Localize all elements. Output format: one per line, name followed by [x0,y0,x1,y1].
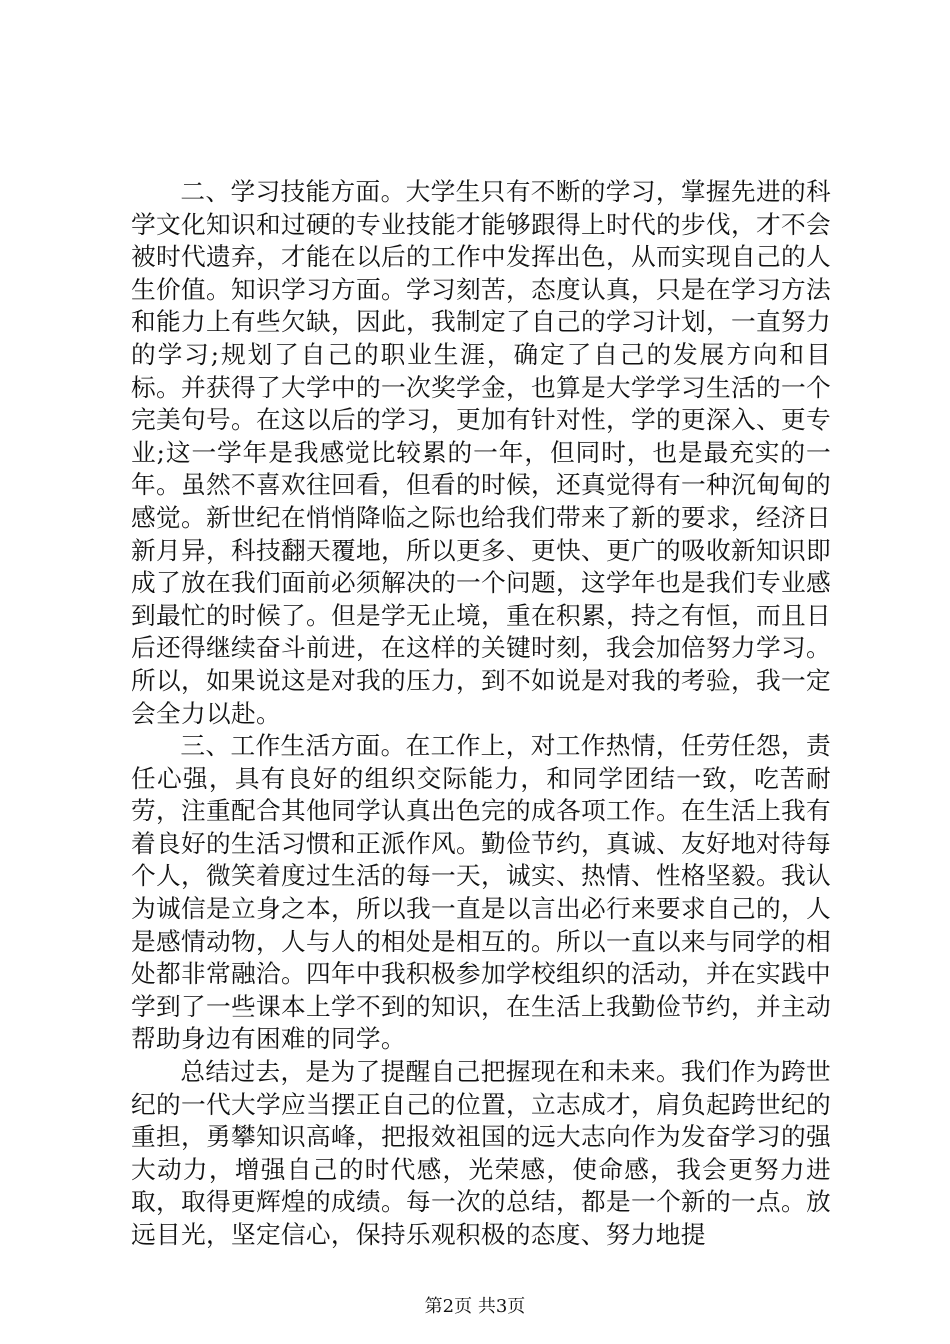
paragraph-summary: 总结过去，是为了提醒自己把握现在和未来。我们作为跨世纪的一代大学应当摆正自己的位置，立志成才，肩负起跨世纪的重担，勇攀知识高峰，把报效祖国的远大志向作为发奋学习的强大动力，增强自己的时代感，光荣感，使命感，我会更努力进取，取得更辉煌的成绩。每一次的总结，都是一个新的一点。放远目光，坚定信心，保持乐观积极的态度、努力地提 [131,1057,831,1249]
page-footer: 第2页 共3页 [424,1296,526,1317]
paragraph-study-skills: 二、学习技能方面。大学生只有不断的学习，掌握先进的科学文化知识和过硬的专业技能才能够跟得上时代的步伐，才不会被时代遗弃，才能在以后的工作中发挥出色，从而实现自己的人生价值。知识学习方面。学习刻苦，态度认真，只是在学习方法和能力上有些欠缺，因此，我制定了自己的学习计划，一直努力的学习;规划了自己的职业生涯，确定了自己的发展方向和目标。并获得了大学中的一次奖学金，也算是大学学习生活的一个完美句号。在这以后的学习，更加有针对性，学的更深入、更专业;这一学年是我感觉比较累的一年，但同时，也是最充实的一年。虽然不喜欢往回看，但看的时候，还真觉得有一种沉甸甸的感觉。新世纪在悄悄降临之际也给我们带来了新的要求，经济日新月异，科技翻天覆地，所以更多、更快、更广的吸收新知识即成了放在我们面前必须解决的一个问题，这学年也是我们专业感到最忙的时候了。但是学无止境，重在积累，持之有恒，而且日后还得继续奋斗前进，在这样的关键时刻，我会加倍努力学习。所以，如果说这是对我的压力，到不如说是对我的考验，我一定会全力以赴。 [131,177,831,728]
paragraph-work-life: 三、工作生活方面。在工作上，对工作热情，任劳任怨，责任心强，具有良好的组织交际能力，和同学团结一致，吃苦耐劳，注重配合其他同学认真出色完的成各项工作。在生活上我有着良好的生活习惯和正派作风。勤俭节约，真诚、友好地对待每个人，微笑着度过生活的每一天，诚实、热情、性格坚毅。我认为诚信是立身之本，所以我一直是以言出必行来要求自己的，人是感情动物，人与人的相处是相互的。所以一直以来与同学的相处都非常融洽。四年中我积极参加学校组织的活动，并在实践中学到了一些课本上学不到的知识，在生活上我勤俭节约，并主动帮助身边有困难的同学。 [131,731,831,1054]
body-text [131,176,831,1252]
